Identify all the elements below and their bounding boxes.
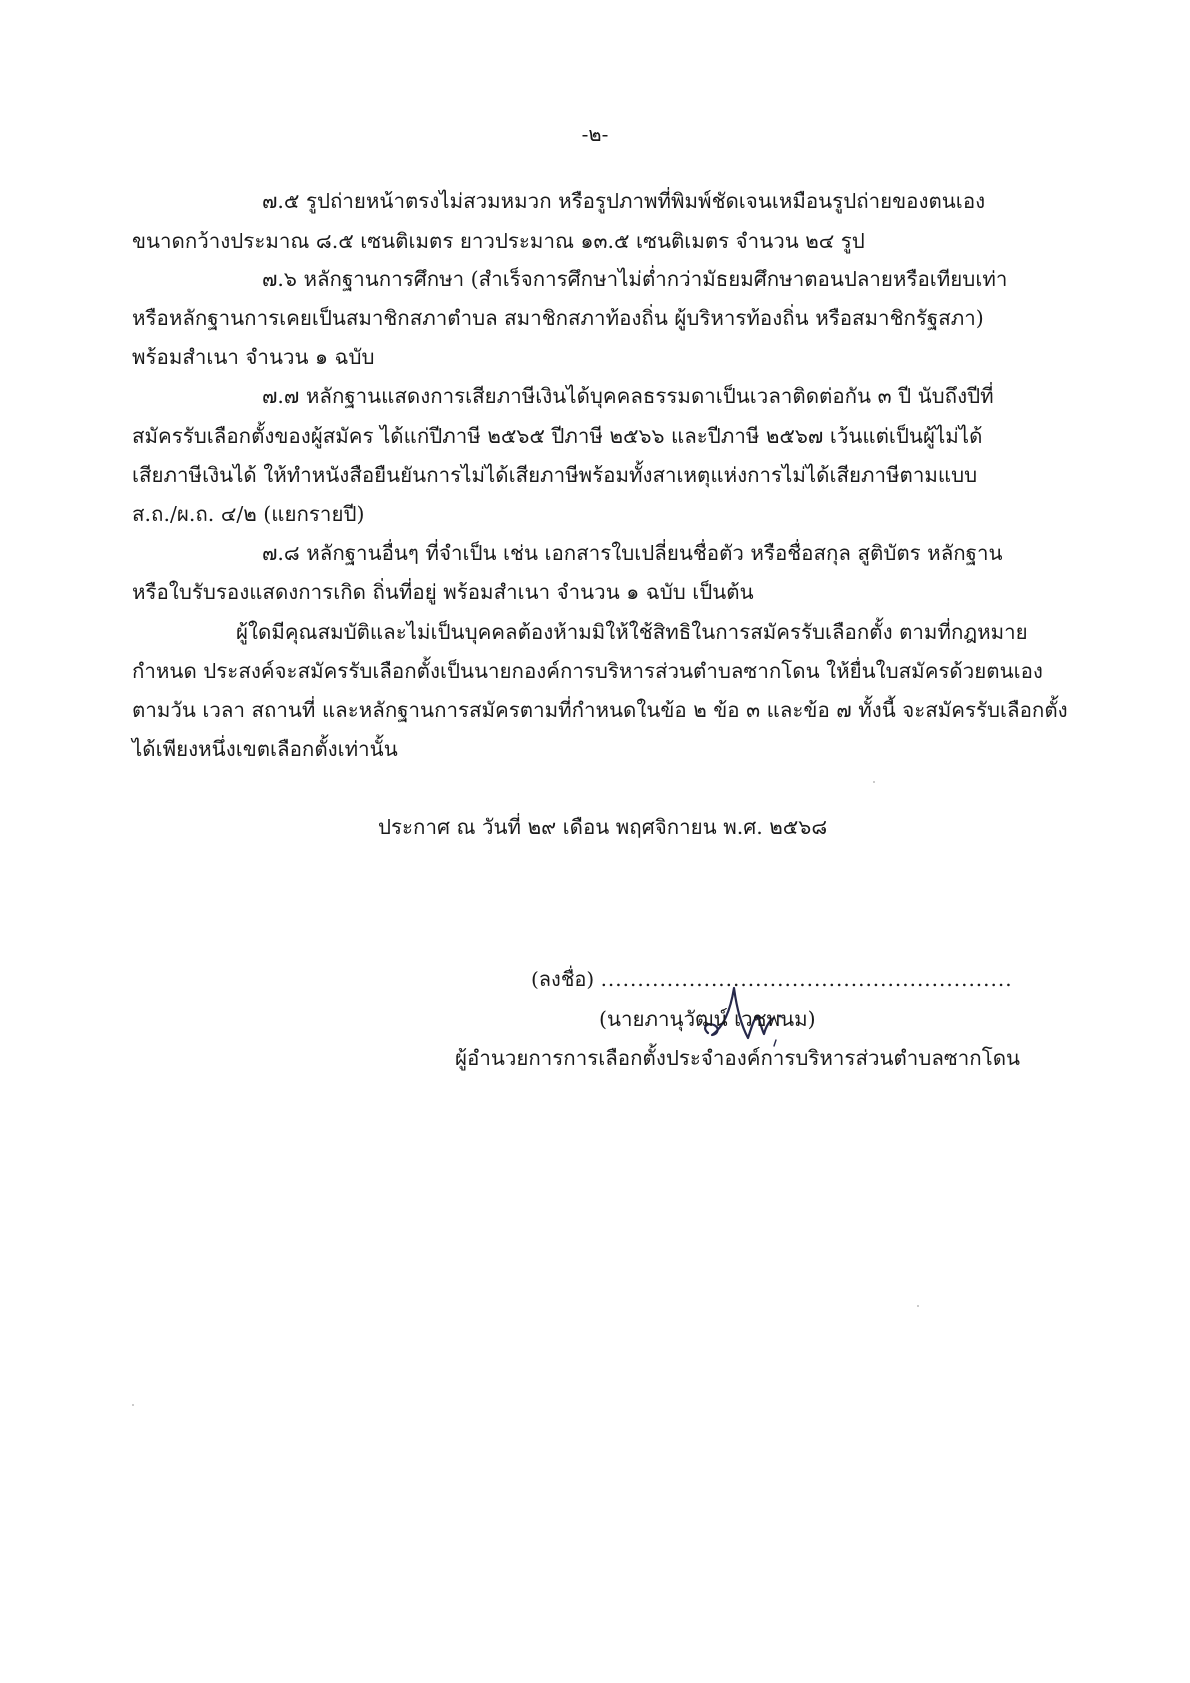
item-7-7-line-3: เสียภาษีเงินได้ ให้ทำหนังสือยืนยันการไม่ได้เสียภาษีพร้อมทั้งสาเหตุแห่งการไม่ได้เสียภาษีตามแบบ	[132, 463, 978, 487]
signer-position: ผู้อำนวยการการเลือกตั้งประจำองค์การบริหารส่วนตำบลซากโดน	[455, 1046, 1021, 1070]
item-7-7-line-2: สมัครรับเลือกตั้งของผู้สมัคร ได้แก่ปีภาษี ๒๕๖๕ ปีภาษี ๒๕๖๖ และปีภาษี ๒๕๖๗ เว้นแต่เป็นผู้ไม่ได้	[132, 424, 983, 448]
sign-label: (ลงชื่อ)	[531, 967, 595, 991]
item-7-8-line-1: ๗.๘ หลักฐานอื่นๆ ที่จำเป็น เช่น เอกสารใบเปลี่ยนชื่อตัว หรือชื่อสกุล สูติบัตร หลักฐาน	[262, 541, 1003, 565]
scan-speck	[873, 781, 875, 783]
item-7-8-line-2: หรือใบรับรองแสดงการเกิด ถิ่นที่อยู่ พร้อมสำเนา จำนวน ๑ ฉบับ เป็นต้น	[132, 580, 754, 604]
item-7-6-line-3: พร้อมสำเนา จำนวน ๑ ฉบับ	[132, 345, 375, 369]
closing-line-2: กำหนด ประสงค์จะสมัครรับเลือกตั้งเป็นนายกองค์การบริหารส่วนตำบลซากโดน ให้ยื่นใบสมัครด้วยตนเอง	[132, 659, 1043, 683]
item-7-5-line-1: ๗.๕ รูปถ่ายหน้าตรงไม่สวมหมวก หรือรูปภาพที่พิมพ์ชัดเจนเหมือนรูปถ่ายของตนเอง	[262, 189, 986, 213]
closing-line-3: ตามวัน เวลา สถานที่ และหลักฐานการสมัครตามที่กำหนดในข้อ ๒ ข้อ ๓ และข้อ ๗ ทั้งนี้ จะสมัครรับเลือกตั้ง	[132, 698, 1068, 722]
item-7-6-line-2: หรือหลักฐานการเคยเป็นสมาชิกสภาตำบล สมาชิกสภาท้องถิ่น ผู้บริหารท้องถิ่น หรือสมาชิกรัฐสภา)	[132, 306, 984, 330]
item-7-7-line-1: ๗.๗ หลักฐานแสดงการเสียภาษีเงินได้บุคคลธรรมดาเป็นเวลาติดต่อกัน ๓ ปี นับถึงปีที่	[262, 384, 994, 408]
item-7-5-line-2: ขนาดกว้างประมาณ ๘.๕ เซนติเมตร ยาวประมาณ ๑๓.๕ เซนติเมตร จำนวน ๒๔ รูป	[132, 229, 865, 253]
closing-line-1: ผู้ใดมีคุณสมบัติและไม่เป็นบุคคลต้องห้ามมิให้ใช้สิทธิในการสมัครรับเลือกตั้ง ตามที่กฎหมาย	[236, 620, 1028, 644]
item-7-6-line-1: ๗.๖ หลักฐานการศึกษา (สำเร็จการศึกษาไม่ต่ำกว่ามัธยมศึกษาตอนปลายหรือเทียบเท่า	[262, 267, 1008, 291]
signature-line	[531, 963, 1013, 995]
announcement-date: ประกาศ ณ วันที่ ๒๙ เดือน พฤศจิกายน พ.ศ. ๒๕๖๘	[378, 815, 828, 839]
scan-speck	[132, 1404, 134, 1406]
scan-speck	[917, 1305, 919, 1307]
page-number: -๒-	[581, 122, 609, 146]
signature-dots: ........................................................	[600, 967, 1013, 991]
item-7-7-line-4: ส.ถ./ผ.ถ. ๔/๒ (แยกรายปี)	[132, 502, 365, 526]
closing-line-4: ได้เพียงหนึ่งเขตเลือกตั้งเท่านั้น	[132, 737, 398, 761]
signer-name: (นายภานุวัฒน์ เวชพนม)	[599, 1007, 816, 1031]
